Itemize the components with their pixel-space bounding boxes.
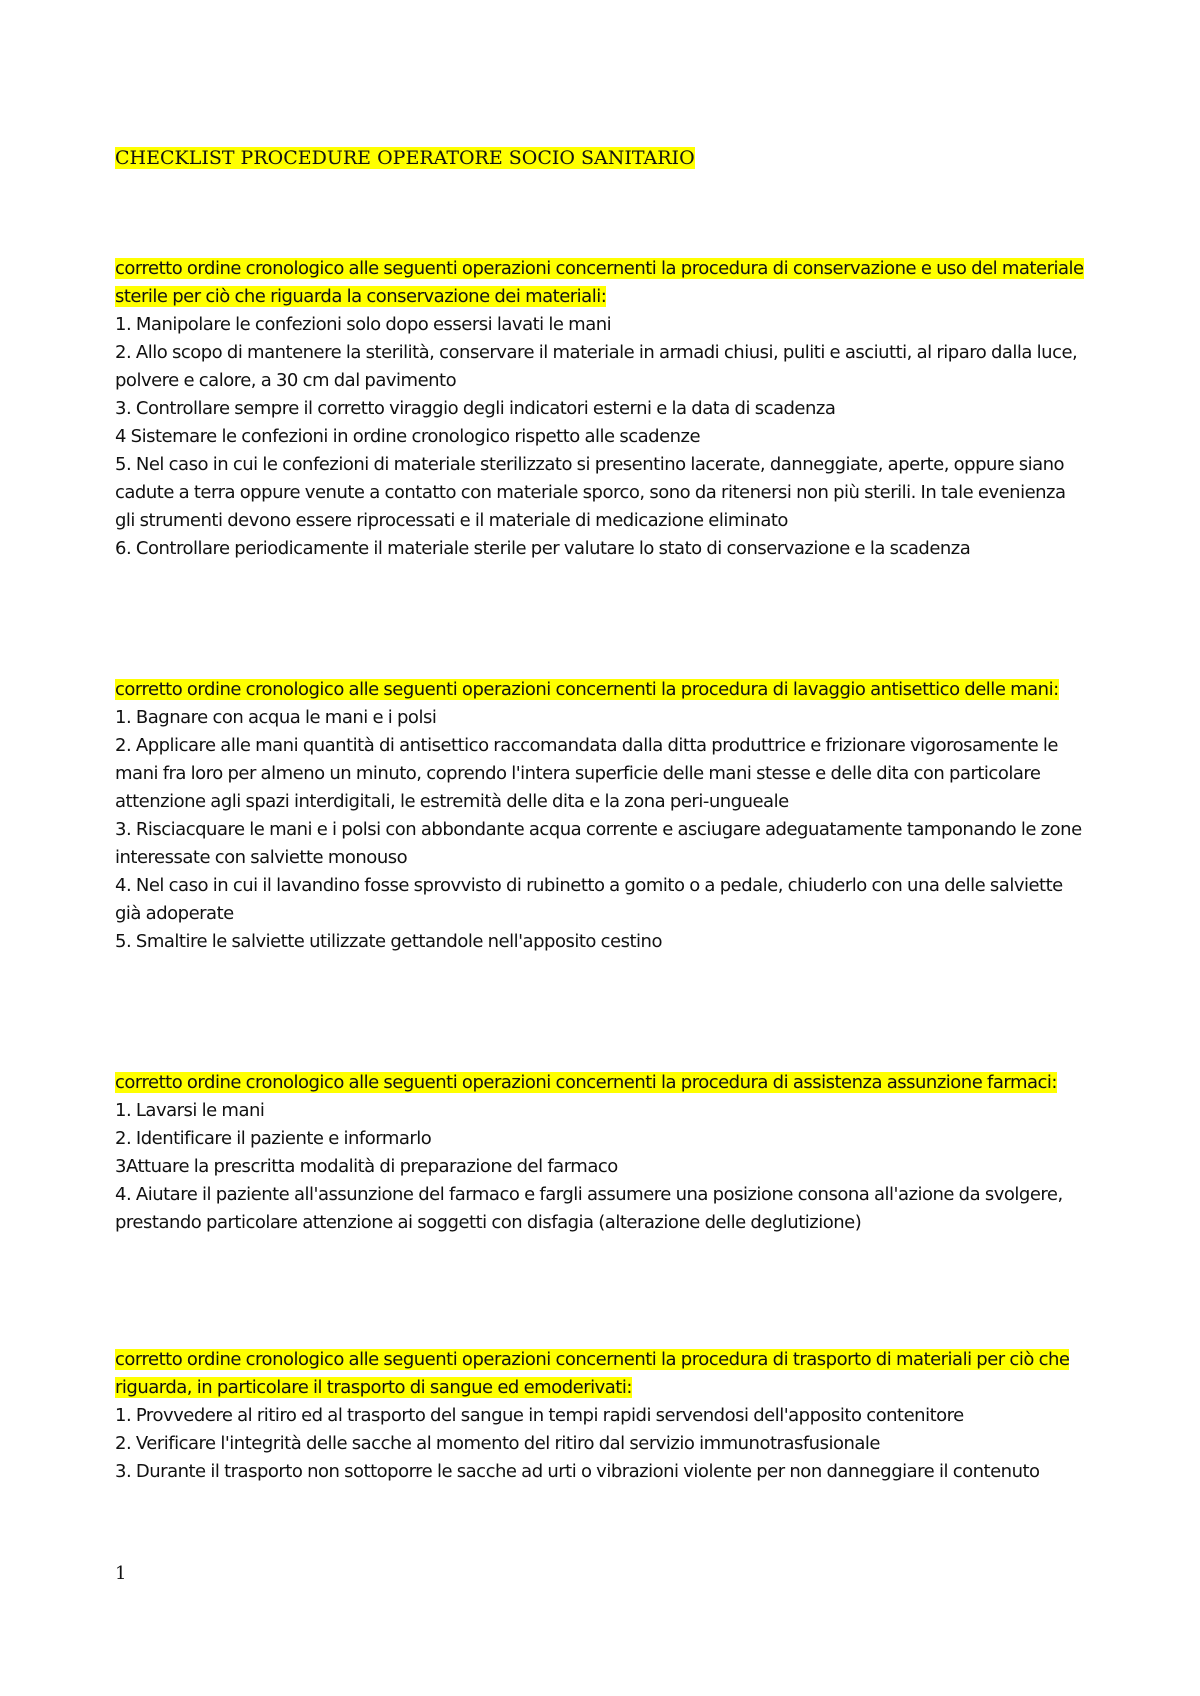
list-item: 5. Smaltire le salviette utilizzate gettandole nell'apposito cestino [115, 931, 662, 952]
list-item: 3. Durante il trasporto non sottoporre le sacche ad urti o vibrazioni violente per non danneggiare il contenuto [115, 1461, 1040, 1482]
procedure-section-blood-transport [115, 1346, 1090, 1486]
list-item: 4 Sistemare le confezioni in ordine cronologico rispetto alle scadenze [115, 426, 701, 447]
section-heading [115, 255, 1090, 311]
procedure-section-hand-washing [115, 676, 1090, 956]
list-item: 1. Bagnare con acqua le mani e i polsi [115, 707, 437, 728]
section-heading [115, 1346, 1090, 1402]
list-item: 2. Allo scopo di mantenere la sterilità, conservare il materiale in armadi chiusi, puliti e asciutti, al riparo dalla luce, polvere e calore, a 30 cm dal pavimento [115, 342, 1078, 391]
list-item: 4. Aiutare il paziente all'assunzione del farmaco e fargli assumere una posizione consona all'azione da svolgere, prestando particolare attenzione ai soggetti con disfagia (alterazione delle deglutizione) [115, 1184, 1063, 1233]
step-list [115, 311, 1090, 563]
list-item: 3. Risciacquare le mani e i polsi con abbondante acqua corrente e asciugare adeguatamente tamponando le zone interessate con salviette monouso [115, 819, 1082, 868]
document-title-text: CHECKLIST PROCEDURE OPERATORE SOCIO SANITARIO [115, 147, 695, 169]
step-list [115, 1097, 1090, 1237]
section-heading [115, 676, 1090, 704]
section-heading-text: corretto ordine cronologico alle seguenti operazioni concernenti la procedura di conservazione e uso del materiale sterile per ciò che riguarda la conservazione dei materiali: [115, 258, 1084, 307]
procedure-section-sterile-material [115, 255, 1090, 563]
procedure-section-medication-assistance [115, 1069, 1090, 1237]
list-item: 3. Controllare sempre il corretto viraggio degli indicatori esterni e la data di scadenza [115, 398, 836, 419]
list-item: 4. Nel caso in cui il lavandino fosse sprovvisto di rubinetto a gomito o a pedale, chiuderlo con una delle salviette già adoperate [115, 875, 1063, 924]
list-item: 2. Identificare il paziente e informarlo [115, 1128, 432, 1149]
list-item: 5. Nel caso in cui le confezioni di materiale sterilizzato si presentino lacerate, danneggiate, aperte, oppure siano cadute a terra oppure venute a contatto con materiale sporco, sono da ritenersi non più sterili. In tale evenienza gli strumenti devono essere riprocessati e il materiale di medicazione eliminato [115, 454, 1066, 531]
list-item: 2. Verificare l'integrità delle sacche al momento del ritiro dal servizio immunotrasfusionale [115, 1433, 880, 1454]
section-heading [115, 1069, 1090, 1097]
list-item: 3Attuare la prescritta modalità di preparazione del farmaco [115, 1156, 618, 1177]
section-heading-text: corretto ordine cronologico alle seguenti operazioni concernenti la procedura di lavaggio antisettico delle mani: [115, 679, 1059, 700]
list-item: 1. Lavarsi le mani [115, 1100, 265, 1121]
list-item: 1. Manipolare le confezioni solo dopo essersi lavati le mani [115, 314, 612, 335]
step-list [115, 1402, 1090, 1486]
document-title [115, 144, 695, 172]
list-item: 1. Provvedere al ritiro ed al trasporto del sangue in tempi rapidi servendosi dell'apposito contenitore [115, 1405, 964, 1426]
page-number: 1 [115, 1563, 127, 1584]
step-list [115, 704, 1090, 956]
list-item: 2. Applicare alle mani quantità di antisettico raccomandata dalla ditta produttrice e frizionare vigorosamente le mani fra loro per almeno un minuto, coprendo l'intera superficie delle mani stesse e delle dita con particolare attenzione agli spazi interdigitali, le estremità delle dita e la zona peri-ungueale [115, 735, 1058, 812]
section-heading-text: corretto ordine cronologico alle seguenti operazioni concernenti la procedura di trasporto di materiali per ciò che riguarda, in particolare il trasporto di sangue ed emoderivati: [115, 1349, 1070, 1398]
section-heading-text: corretto ordine cronologico alle seguenti operazioni concernenti la procedura di assistenza assunzione farmaci: [115, 1072, 1057, 1093]
list-item: 6. Controllare periodicamente il materiale sterile per valutare lo stato di conservazione e la scadenza [115, 538, 971, 559]
